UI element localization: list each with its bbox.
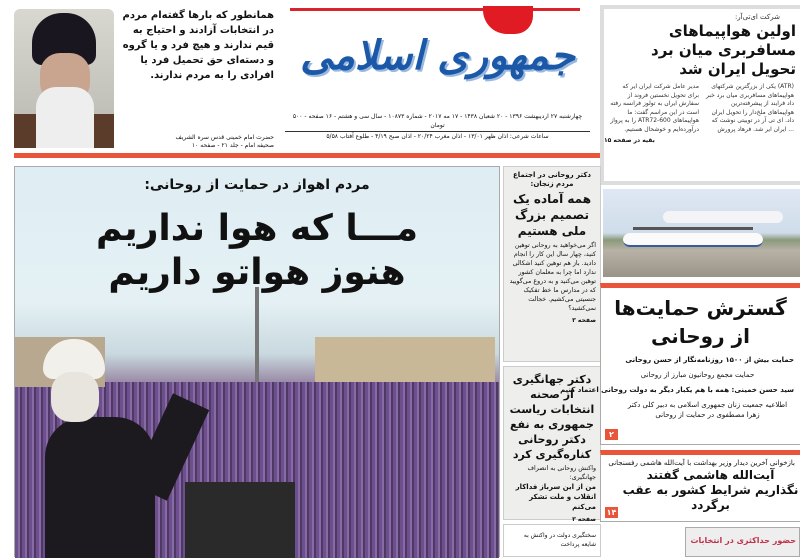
list-item: سید حسن خمینی: همه با هم یکبار دیگر به دولت روحانی اعتماد کنیم <box>560 386 794 394</box>
story-body: (ATR) یکی از بزرگترین شرکتهای هواپیماهای مسافربری میان برد خبر داد فرایند از پیشرفته‌ترین هواپیماهای ملخ‌دار را تحویل ایران داد. ای تی آر در توییتی نوشت که ... ایران ایر شد. فرهاد پرورش مدیر عامل شرکت ایران ایر که برای تحویل نخستین فروند از سفارش ایران به تولوز فرانسه رفته است در این مراسم گفت: ما هواپیماهای ATR72-600 را به پرواز درآورده‌ایم و خوشحال هستیم. <box>610 83 794 133</box>
quote-text: همانطور که بارها گفته‌ام مردم در انتخابات آزادند و احتیاج به قیم ندارند و هیچ فرد و یا گروه و دسته‌ای حق تحمیل فرد یا افرادی را به مردم ندارند. <box>122 10 274 81</box>
lead-headline-line-2: هنوز هواتو داریم <box>108 252 406 293</box>
quote-source-name: حضرت امام خمینی قدس سره الشریف <box>175 134 274 141</box>
story-headline[interactable]: همه آماده یک تصمیم بزرگ ملی هستیم <box>512 192 592 238</box>
headline-line-2: از روحانی <box>651 324 750 348</box>
masthead <box>285 0 590 100</box>
headline-line-1[interactable]: آیت‌الله هاشمی گفتند <box>646 468 775 482</box>
date-issue: چهارشنبه ۲۷ اردیبهشت ۱۳۹۶ - ۲۰ شعبان ۱۴۳۸ - ۱۷ مه ۲۰۱۷ - شماره ۱۰۸۷۳ - سال سی و هشتم - ۱۶ صفحه - ۵۰۰ تومان <box>285 112 590 132</box>
quote-source-ref: صحیفه امام - جلد ۲۱ - صفحه ۱۰ <box>191 142 274 149</box>
portrait-photo <box>14 9 114 148</box>
story-hashemi[interactable] <box>600 450 800 522</box>
headline-line-1: گسترش حمایت‌ها <box>614 296 787 320</box>
quote-source <box>118 134 274 150</box>
divider <box>14 153 600 158</box>
story-teaser[interactable]: سختگیری دولت در واکنش به شایعه پرداخت <box>503 524 601 557</box>
teaser-headline: حضور حداکثری در انتخابات <box>690 536 796 545</box>
story-headline[interactable]: اولین هواپیماهای مسافربری میان برد تحویل ایران شد <box>651 22 796 78</box>
continued-page-ref[interactable]: بقیه در صفحه ۱۵ <box>604 137 655 144</box>
page-number-badge[interactable]: ۱۴ <box>606 508 617 517</box>
list-item: حمایت مجمع روحانیون مبارز از روحانی <box>640 371 755 379</box>
lead-kicker: مردم اهواز در حمایت از روحانی: <box>144 177 370 193</box>
page-number-badge[interactable]: ۲ <box>605 429 618 440</box>
page-ref[interactable]: صفحه ۳ <box>572 516 596 523</box>
imam-quote-box <box>0 0 280 150</box>
lead-headline-line-1: مـــا که هوا نداریم <box>95 208 419 249</box>
story-quote: من از این سرباز فداکار انقلاب و ملت تشکر می‌کنم <box>515 483 596 511</box>
newspaper-logo: جمهوری اسلامی <box>300 32 575 79</box>
page-ref[interactable]: صفحه ۳ <box>572 317 596 324</box>
story-rouhani-zanjan[interactable] <box>503 166 601 362</box>
story-kicker: دکتر روحانی در اجتماع مردم زنجان: <box>513 171 591 188</box>
headline-line-2[interactable]: نگذاریم شرایط کشور به عقب برگردد <box>622 483 799 512</box>
airplane-photo <box>603 189 800 277</box>
list-item: حمایت بیش از ۱۵۰۰ روزنامه‌نگار از حسن روحانی <box>625 356 794 364</box>
story-kicker: بازخوانی آخرین دیدار وزیر بهداشت با آیت‌الله هاشمی رفسنجانی <box>608 459 795 467</box>
story-atr[interactable] <box>600 5 800 185</box>
story-kicker: شرکت ای‌تی‌آر: <box>734 13 780 21</box>
list-item: اطلاعیه جمعیت زنان جمهوری اسلامی به دبیر کلی دکتر زهرا مصطفوی در حمایت از روحانی <box>627 401 788 419</box>
dateline <box>285 112 590 141</box>
lead-story[interactable] <box>14 166 500 557</box>
story-headline[interactable]: دکتر جهانگیری از صحنه انتخابات ریاست جمهوری به نفع دکتر روحانی کناره‌گیری کرد <box>509 373 595 461</box>
prayer-times: ساعات شرعی: اذان ظهر ۱۳/۰۱ - اذان مغرب ۲۰/۲۴ - اذان صبح ۴/۱۹ - طلوع آفتاب ۵/۵۸ <box>326 133 549 140</box>
story-headline[interactable] <box>601 294 800 350</box>
masthead-rule <box>290 8 580 11</box>
story-teaser-elections[interactable] <box>685 527 800 557</box>
story-sub: واکنش روحانی به انصراف جهانگیری: <box>527 465 596 481</box>
story-body: اگر می‌خواهید به روحانی توهین کنید، چهار سال این کار را انجام دادید. باز هم توهین کنید اشکالی ندارد اما چرا به معلمان کشور توهین می‌کنید و به دروغ می‌گویید که در مدارس ما خط تفکیک جنسیتی می‌کشیم. خجالت نمی‌کشید؟ <box>509 242 596 312</box>
lead-headline[interactable] <box>15 207 499 295</box>
